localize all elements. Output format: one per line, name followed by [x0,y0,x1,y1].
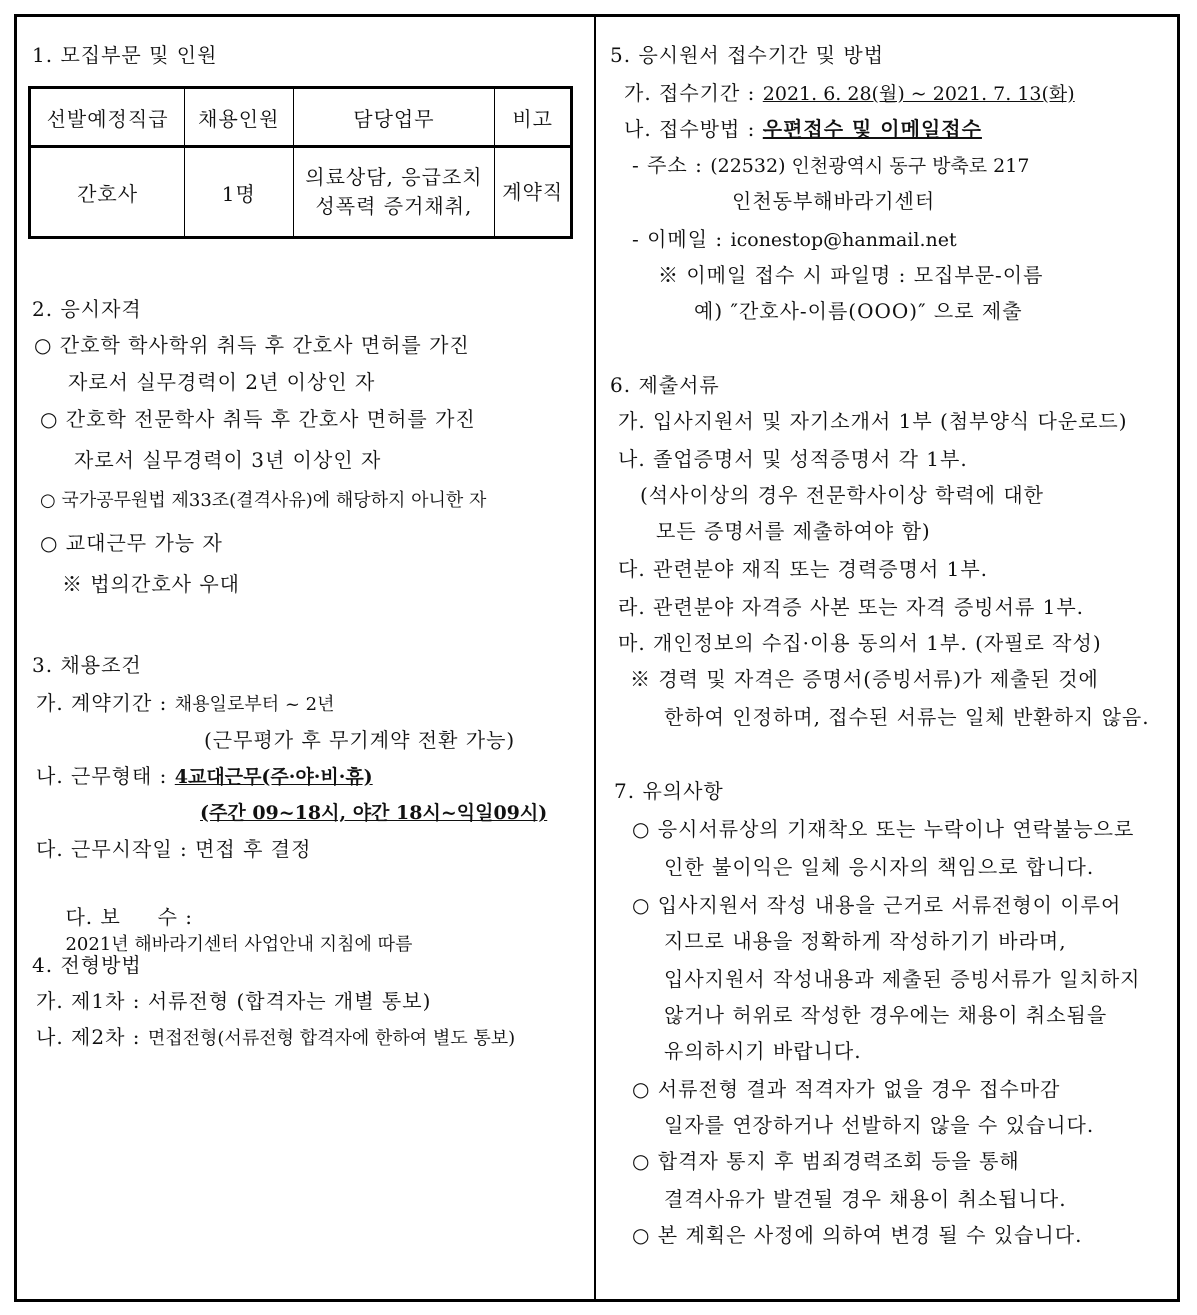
caution-item: 않거나 허위로 작성한 경우에는 채용이 취소됨을 [664,1003,1108,1027]
qualification-item: ○ 국가공무원법 제33조(결격사유)에 해당하지 아니한 자 [40,490,487,511]
salary-value: 2021년 해바라기센터 사업안내 지침에 따름 [65,934,413,955]
filename-example: 예) ″간호사-이름(OOO)″ 으로 제출 [694,299,1023,323]
qualification-item: ○ 교대근무 가능 자 [40,531,223,555]
recruitment-table [28,86,573,239]
application-period [624,80,1075,107]
header-note: 비고 [495,88,572,147]
work-type-value: 4교대근무(주·야·비·휴) [174,766,373,788]
header-count: 채용인원 [185,88,293,147]
document-note: 한하여 인정하며, 접수된 서류는 일체 반환하지 않음. [664,705,1150,729]
caution-item: 지므로 내용을 정확하게 작성하기기 바라며, [664,929,1067,953]
contract-period-label: 가. 계약기간 : [36,691,168,715]
work-type [36,763,373,790]
address [632,152,1029,179]
work-type-note: (주간 09~18시, 야간 18시~익일09시) [200,802,548,824]
cell-duty [293,147,495,238]
caution-item: 일자를 연장하거나 선발하지 않을 수 있습니다. [664,1113,1095,1137]
cell-duty-line2: 성폭력 증거채취, [315,194,473,218]
header-duty: 담당업무 [293,88,495,147]
column-divider [594,14,596,1302]
caution-item: 인한 불이익은 일체 응시자의 책임으로 합니다. [664,855,1095,879]
caution-item: ○ 서류전형 결과 적격자가 없을 경우 접수마감 [632,1077,1061,1101]
qualification-item: 자로서 실무경력이 3년 이상인 자 [74,448,382,472]
caution-item: ○ 입사지원서 작성 내용을 근거로 서류전형이 이루어 [632,893,1122,917]
cell-position: 간호사 [30,147,185,238]
qualification-item: ○ 간호학 전문학사 취득 후 간호사 면허를 가진 [40,407,476,431]
section-4-title: 4. 전형방법 [32,953,142,977]
application-method [624,116,982,142]
screening-step-2-value: 면접전형(서류전형 합격자에 한하여 별도 통보) [147,1028,516,1049]
section-3-title: 3. 채용조건 [32,653,142,677]
address-line2: 인천동부해바라기센터 [732,189,936,213]
screening-step-2-label: 나. 제2차 : [36,1025,141,1049]
cell-count: 1명 [185,147,293,238]
cell-duty-line1: 의료상담, 응급조치 [305,165,483,189]
email-label: - 이메일 : [632,227,724,251]
caution-item: ○ 본 계획은 사정에 의하여 변경 될 수 있습니다. [632,1223,1083,1247]
section-6-title: 6. 제출서류 [610,373,720,397]
email [632,226,957,253]
qualification-item: 자로서 실무경력이 2년 이상인 자 [68,370,376,394]
screening-step-1-label: 가. 제1차 : [36,989,141,1013]
address-value: (22532) 인천광역시 동구 방축로 217 [710,155,1030,177]
contract-period-value: 채용일로부터 ~ 2년 [174,694,335,715]
table-row [30,147,572,238]
screening-step-2 [36,1024,515,1052]
caution-item: 유의하시기 바랍니다. [664,1039,862,1063]
document-item: 나. 졸업증명서 및 성적증명서 각 1부. [618,447,968,471]
section-2-title: 2. 응시자격 [32,297,142,321]
section-7-title: 7. 유의사항 [614,779,724,803]
contract-period-note: (근무평가 후 무기계약 전환 가능) [204,728,516,752]
contract-period [36,690,334,718]
application-method-value: 우편접수 및 이메일접수 [762,117,982,141]
section-5-title: 5. 응시원서 접수기간 및 방법 [610,43,885,67]
caution-item: 결격사유가 발견될 경우 채용이 취소됩니다. [664,1187,1067,1211]
document-item: 라. 관련분야 자격증 사본 또는 자격 증빙서류 1부. [618,595,1085,619]
email-value: iconestop@hanmail.net [730,229,957,251]
document-item: 모든 증명서를 제출하여야 함) [656,519,931,543]
header-position: 선발예정직급 [30,88,185,147]
qualification-preference: ※ 법의간호사 우대 [62,572,240,596]
application-period-label: 가. 접수기간 : [624,81,756,105]
document-item: 가. 입사지원서 및 자기소개서 1부 (첨부양식 다운로드) [618,409,1128,433]
address-label: - 주소 : [632,153,703,177]
application-period-value: 2021. 6. 28(월) ~ 2021. 7. 13(화) [762,83,1075,105]
caution-item: ○ 합격자 통지 후 범죄경력조회 등을 통해 [632,1149,1020,1173]
start-date: 다. 근무시작일 : 면접 후 결정 [36,837,312,861]
work-type-label: 나. 근무형태 : [36,764,168,788]
qualification-item: ○ 간호학 학사학위 취득 후 간호사 면허를 가진 [34,333,470,357]
screening-step-1-value: 서류전형 (합격자는 개별 통보) [147,989,432,1013]
screening-step-1 [36,988,431,1014]
document-item: 마. 개인정보의 수집·이용 동의서 1부. (자필로 작성) [618,631,1102,655]
document-item: (석사이상의 경우 전문학사이상 학력에 대한 [640,483,1044,507]
filename-note: ※ 이메일 접수 시 파일명 : 모집부문-이름 [658,263,1044,287]
application-method-label: 나. 접수방법 : [624,117,756,141]
section-1-title: 1. 모집부문 및 인원 [32,43,218,67]
caution-item: ○ 응시서류상의 기재착오 또는 누락이나 연락불능으로 [632,817,1135,841]
table-header-row [30,88,572,147]
salary-label: 다. 보 수 : [65,905,193,929]
caution-item: 입사지원서 작성내용과 제출된 증빙서류가 일치하지 [664,967,1141,991]
cell-note: 계약직 [495,147,572,238]
document-item: 다. 관련분야 재직 또는 경력증명서 1부. [618,557,989,581]
document-note: ※ 경력 및 자격은 증명서(증빙서류)가 제출된 것에 [630,667,1099,691]
